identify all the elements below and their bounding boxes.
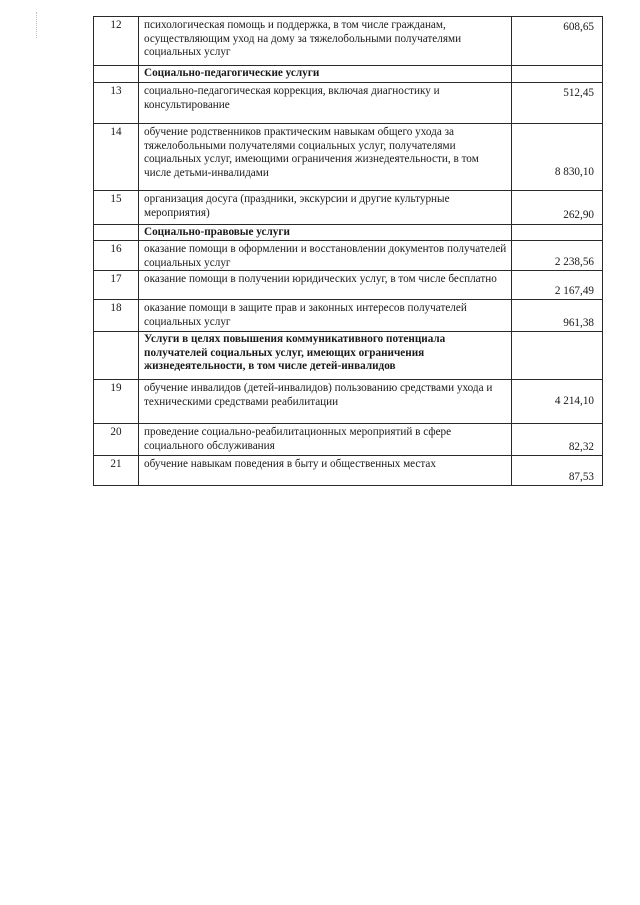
service-description: обучение родственников практическим навыкам общего ухода за тяжелобольными получателями социальных услуг, получателями социальных услуг, имеющими ограничения жизнедеятельности, в том числе детьми-инвалидами	[139, 124, 512, 191]
scan-artifact-mark	[36, 12, 40, 38]
table-row	[94, 300, 603, 332]
service-price: 87,53	[512, 456, 603, 486]
row-number: 16	[94, 241, 139, 271]
section-title: Социально-педагогические услуги	[139, 66, 512, 83]
section-number-cell	[94, 66, 139, 83]
table-row	[94, 124, 603, 191]
row-number: 19	[94, 380, 139, 424]
service-price: 262,90	[512, 191, 603, 225]
table-row	[94, 271, 603, 300]
service-price: 4 214,10	[512, 380, 603, 424]
service-description: проведение социально-реабилитационных мероприятий в сфере социального обслуживания	[139, 424, 512, 456]
service-description: социально-педагогическая коррекция, включая диагностику и консультирование	[139, 83, 512, 124]
section-header-row	[94, 225, 603, 241]
services-price-table	[93, 16, 603, 486]
table-row	[94, 191, 603, 225]
service-price: 608,65	[512, 17, 603, 66]
row-number: 14	[94, 124, 139, 191]
service-description: оказание помощи в оформлении и восстановлении документов получателей социальных услуг	[139, 241, 512, 271]
row-number: 21	[94, 456, 139, 486]
section-price-cell	[512, 332, 603, 380]
table-row	[94, 241, 603, 271]
row-number: 17	[94, 271, 139, 300]
table-row	[94, 424, 603, 456]
section-title: Социально-правовые услуги	[139, 225, 512, 241]
service-price: 8 830,10	[512, 124, 603, 191]
section-title: Услуги в целях повышения коммуникативного потенциала получателей социальных услуг, имеющих ограничения жизнедеятельности, в том числе детей-инвалидов	[139, 332, 512, 380]
row-number: 20	[94, 424, 139, 456]
row-number: 13	[94, 83, 139, 124]
service-price: 2 167,49	[512, 271, 603, 300]
service-description: оказание помощи в получении юридических услуг, в том числе бесплатно	[139, 271, 512, 300]
section-number-cell	[94, 332, 139, 380]
section-number-cell	[94, 225, 139, 241]
service-description: психологическая помощь и поддержка, в том числе гражданам, осуществляющим уход на дому за тяжелобольными получателями социальных услуг	[139, 17, 512, 66]
service-description: обучение инвалидов (детей-инвалидов) пользованию средствами ухода и техническими средствами реабилитации	[139, 380, 512, 424]
row-number: 18	[94, 300, 139, 332]
table-row	[94, 17, 603, 66]
row-number: 12	[94, 17, 139, 66]
service-price: 2 238,56	[512, 241, 603, 271]
table-row	[94, 83, 603, 124]
row-number: 15	[94, 191, 139, 225]
service-price: 512,45	[512, 83, 603, 124]
section-price-cell	[512, 66, 603, 83]
section-header-row	[94, 66, 603, 83]
table-row	[94, 456, 603, 486]
service-description: обучение навыкам поведения в быту и общественных местах	[139, 456, 512, 486]
service-description: организация досуга (праздники, экскурсии и другие культурные мероприятия)	[139, 191, 512, 225]
section-header-row	[94, 332, 603, 380]
table-row	[94, 380, 603, 424]
service-price: 82,32	[512, 424, 603, 456]
service-description: оказание помощи в защите прав и законных интересов получателей социальных услуг	[139, 300, 512, 332]
service-price: 961,38	[512, 300, 603, 332]
section-price-cell	[512, 225, 603, 241]
